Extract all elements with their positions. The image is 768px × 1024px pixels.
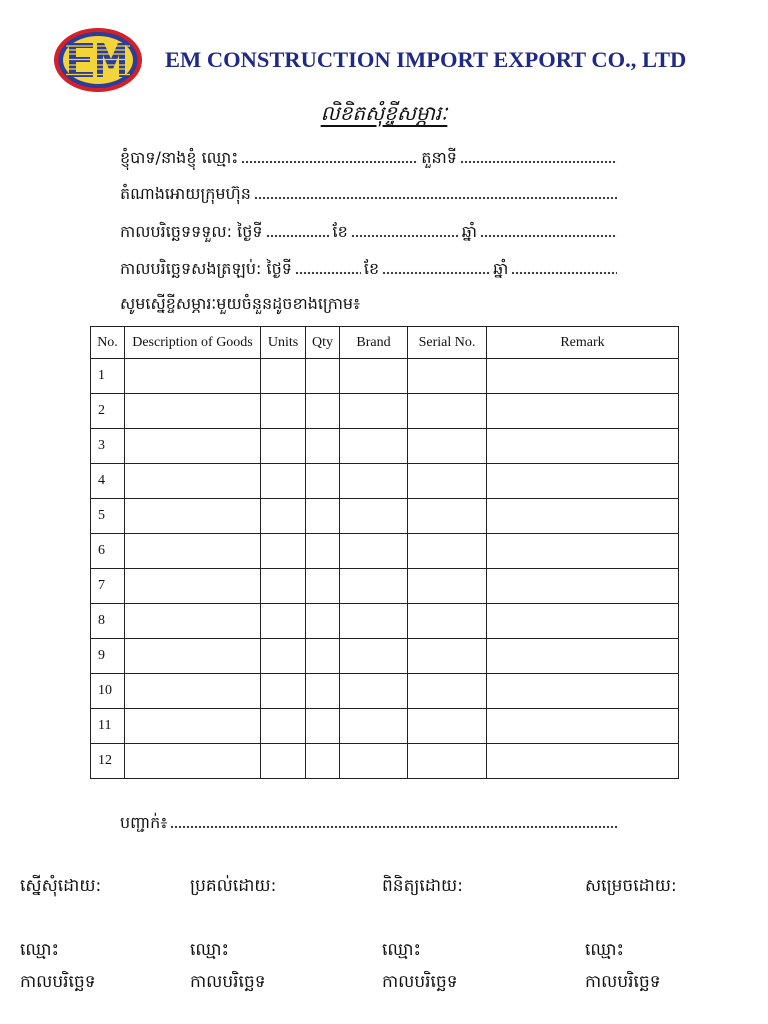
table-body [91, 359, 679, 779]
cell-no: 12 [91, 744, 125, 779]
cell-units [261, 464, 306, 499]
cell-serial-no [408, 744, 487, 779]
signature-label: ពិនិត្យដោយ: [382, 876, 463, 896]
cell-units [261, 709, 306, 744]
cell-description [125, 394, 261, 429]
return-year-label: ឆ្នាំ [493, 259, 509, 278]
receive-date-line [120, 217, 620, 247]
cell-qty [306, 359, 340, 394]
cell-units [261, 639, 306, 674]
note-label: បញ្ជាក់៖ [120, 813, 168, 832]
cell-no: 6 [91, 534, 125, 569]
cell-qty [306, 569, 340, 604]
cell-description [125, 359, 261, 394]
note-blank [170, 825, 619, 829]
cell-brand [340, 464, 408, 499]
signature-date-label: កាលបរិច្ឆេទ [20, 972, 96, 992]
cell-units [261, 534, 306, 569]
cell-description [125, 569, 261, 604]
table-row [91, 674, 679, 709]
request-line [120, 289, 620, 319]
requester-name-blank [241, 160, 418, 164]
table-header-row [91, 327, 679, 359]
signature-name-label: ឈ្មោះ [20, 940, 60, 960]
cell-units [261, 604, 306, 639]
cell-remark [487, 604, 679, 639]
signature-requested-by [20, 870, 195, 998]
signature-handed-over-by [190, 870, 365, 998]
request-text: សូមស្នើខ្ចីសម្ភារៈមួយចំនួនដូចខាងក្រោម៖ [120, 294, 361, 313]
table-row [91, 464, 679, 499]
company-logo [52, 26, 144, 94]
receive-date-label: កាលបរិច្ឆេទទទួល: ថ្ងៃទី [120, 222, 263, 241]
return-year-blank [511, 271, 617, 275]
cell-brand [340, 604, 408, 639]
table-row [91, 639, 679, 674]
cell-units [261, 499, 306, 534]
cell-qty [306, 604, 340, 639]
cell-brand [340, 744, 408, 779]
company-blank [254, 196, 617, 200]
cell-no: 11 [91, 709, 125, 744]
table-row [91, 534, 679, 569]
cell-serial-no [408, 394, 487, 429]
header-units: Units [261, 327, 306, 359]
cell-serial-no [408, 429, 487, 464]
cell-no: 5 [91, 499, 125, 534]
receive-month-blank [351, 234, 459, 238]
return-month-label: ខែ [363, 259, 380, 278]
cell-no: 1 [91, 359, 125, 394]
cell-units [261, 569, 306, 604]
signature-approved-by [585, 870, 760, 998]
cell-brand [340, 429, 408, 464]
signature-name-label: ឈ្មោះ [382, 940, 422, 960]
cell-remark [487, 359, 679, 394]
company-label: តំណាងអោយក្រុមហ៊ុន [120, 184, 251, 203]
cell-brand [340, 709, 408, 744]
cell-no: 10 [91, 674, 125, 709]
position-label: តួនាទី [421, 148, 457, 167]
cell-qty [306, 394, 340, 429]
requester-name-line [120, 143, 620, 173]
cell-remark [487, 429, 679, 464]
cell-serial-no [408, 709, 487, 744]
table-row [91, 499, 679, 534]
cell-serial-no [408, 639, 487, 674]
cell-qty [306, 534, 340, 569]
signature-name-label: ឈ្មោះ [190, 940, 230, 960]
cell-brand [340, 499, 408, 534]
receive-year-blank [480, 234, 617, 238]
return-month-blank [382, 271, 490, 275]
document-title: លិខិតសុំខ្ចីសម្ភារៈ [320, 101, 448, 125]
table-row [91, 359, 679, 394]
cell-brand [340, 534, 408, 569]
cell-no: 9 [91, 639, 125, 674]
header-description: Description of Goods [125, 327, 261, 359]
cell-units [261, 429, 306, 464]
cell-serial-no [408, 359, 487, 394]
cell-description [125, 534, 261, 569]
items-table [90, 326, 679, 779]
cell-remark [487, 674, 679, 709]
note-line [120, 808, 622, 838]
cell-remark [487, 744, 679, 779]
header-no: No. [91, 327, 125, 359]
table-row [91, 394, 679, 429]
cell-description [125, 464, 261, 499]
cell-description [125, 674, 261, 709]
cell-remark [487, 709, 679, 744]
cell-remark [487, 639, 679, 674]
company-name: EM CONSTRUCTION IMPORT EXPORT CO., LTD [165, 47, 687, 72]
cell-no: 2 [91, 394, 125, 429]
receive-day-blank [266, 234, 330, 238]
cell-qty [306, 429, 340, 464]
signature-label: សម្រេចដោយ: [585, 876, 677, 896]
cell-no: 7 [91, 569, 125, 604]
table-row [91, 709, 679, 744]
cell-brand [340, 639, 408, 674]
table-row [91, 744, 679, 779]
cell-brand [340, 359, 408, 394]
cell-serial-no [408, 674, 487, 709]
requester-name-label: ខ្ញុំបាទ/នាងខ្ញុំ ឈ្មោះ [120, 148, 239, 167]
table-row [91, 429, 679, 464]
cell-serial-no [408, 604, 487, 639]
return-date-line [120, 254, 620, 284]
cell-qty [306, 639, 340, 674]
cell-serial-no [408, 464, 487, 499]
cell-qty [306, 674, 340, 709]
table-row [91, 569, 679, 604]
header-serial-no: Serial No. [408, 327, 487, 359]
cell-units [261, 359, 306, 394]
return-date-label: កាលបរិច្ឆេទសងត្រឡប់: ថ្ងៃទី [120, 259, 292, 278]
receive-year-label: ឆ្នាំ [461, 222, 477, 241]
table-row [91, 604, 679, 639]
cell-no: 8 [91, 604, 125, 639]
cell-remark [487, 394, 679, 429]
signature-date-label: កាលបរិច្ឆេទ [382, 972, 458, 992]
cell-no: 3 [91, 429, 125, 464]
cell-brand [340, 569, 408, 604]
header-brand: Brand [340, 327, 408, 359]
cell-brand [340, 674, 408, 709]
signature-label: ប្រគល់ដោយ: [190, 876, 277, 896]
cell-qty [306, 499, 340, 534]
cell-no: 4 [91, 464, 125, 499]
cell-description [125, 709, 261, 744]
signature-checked-by [382, 870, 557, 998]
cell-remark [487, 569, 679, 604]
cell-qty [306, 709, 340, 744]
position-blank [460, 160, 617, 164]
return-day-blank [295, 271, 361, 275]
cell-remark [487, 499, 679, 534]
header-remark: Remark [487, 327, 679, 359]
cell-description [125, 744, 261, 779]
signature-date-label: កាលបរិច្ឆេទ [585, 972, 661, 992]
signature-label: ស្នើសុំដោយ: [20, 876, 102, 896]
company-line [120, 179, 620, 209]
cell-qty [306, 464, 340, 499]
cell-serial-no [408, 569, 487, 604]
cell-units [261, 744, 306, 779]
cell-qty [306, 744, 340, 779]
cell-serial-no [408, 499, 487, 534]
cell-remark [487, 464, 679, 499]
cell-remark [487, 534, 679, 569]
cell-brand [340, 394, 408, 429]
cell-description [125, 429, 261, 464]
cell-serial-no [408, 534, 487, 569]
signature-name-label: ឈ្មោះ [585, 940, 625, 960]
signature-date-label: កាលបរិច្ឆេទ [190, 972, 266, 992]
receive-month-label: ខែ [332, 222, 348, 241]
cell-description [125, 604, 261, 639]
cell-description [125, 499, 261, 534]
cell-units [261, 394, 306, 429]
cell-description [125, 639, 261, 674]
cell-units [261, 674, 306, 709]
header-qty: Qty [306, 327, 340, 359]
